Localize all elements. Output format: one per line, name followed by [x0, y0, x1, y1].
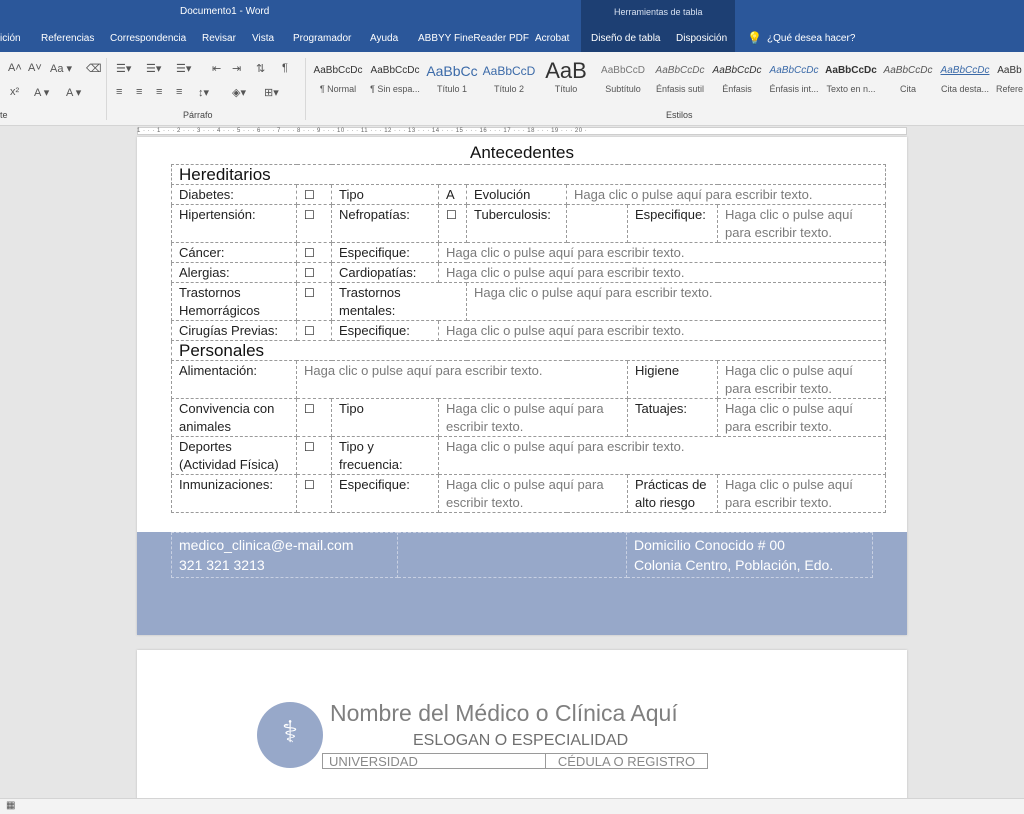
numbering-icon[interactable]: ☰▾: [146, 63, 162, 75]
table-row: [172, 475, 886, 513]
label-line: alto riesgo: [635, 495, 695, 510]
table-row: [172, 321, 886, 341]
cirugias-field[interactable]: Haga clic o pulse aquí para escribir texto.: [439, 321, 886, 341]
alimentacion-label: Alimentación:: [172, 361, 297, 399]
sort-icon[interactable]: ⇅: [256, 63, 266, 75]
nefropatias-checkbox[interactable]: ☐: [439, 205, 467, 243]
hipertension-label: Hipertensión:: [172, 205, 297, 243]
tab-edicion[interactable]: ición: [0, 33, 21, 44]
style-preview: AaBbCcD: [482, 64, 536, 78]
cirugias-label: Cirugías Previas:: [172, 321, 297, 341]
style-name: Cita desta...: [940, 84, 990, 94]
style-name: Refere: [995, 84, 1023, 94]
ribbon-separator: [106, 58, 107, 120]
table-tools-context: [581, 0, 735, 26]
cardiopatias-field[interactable]: Haga clic o pulse aquí para escribir texto.: [439, 263, 886, 283]
table-row: [172, 341, 886, 361]
hipertension-checkbox[interactable]: ☐: [297, 205, 332, 243]
table-row: [172, 437, 886, 475]
tipo-frecuencia-label: [332, 437, 439, 475]
style-preview: AaBbCcDc: [313, 65, 363, 76]
practicas-label: [628, 475, 718, 513]
style-cita[interactable]: [881, 58, 935, 104]
alergias-label: Alergias:: [172, 263, 297, 283]
change-case-button[interactable]: Aa ▾: [50, 63, 73, 75]
diabetes-checkbox[interactable]: ☐: [297, 185, 332, 205]
align-center-icon[interactable]: ≡: [136, 86, 143, 98]
bullets-icon[interactable]: ☰▾: [116, 63, 132, 75]
status-bar: [0, 798, 1024, 814]
style-preview: AaBbCc: [426, 63, 478, 79]
table-row: [172, 185, 886, 205]
style-titulo-1[interactable]: [425, 58, 479, 104]
tatuajes-field[interactable]: [718, 399, 886, 437]
trastornos-checkbox[interactable]: ☐: [297, 283, 332, 321]
footer-address-line2: Colonia Centro, Población, Edo.: [634, 557, 834, 573]
style-referencia[interactable]: [995, 58, 1024, 104]
trastornos-mentales-label: Trastornos mentales:: [332, 283, 467, 321]
higiene-field[interactable]: [718, 361, 886, 399]
tab-revisar[interactable]: Revisar: [202, 33, 236, 44]
placeholder-line: Haga clic o pulse aquí: [725, 207, 853, 222]
practicas-field[interactable]: [718, 475, 886, 513]
universidad-field[interactable]: UNIVERSIDAD: [322, 753, 546, 769]
styles-group-label: Estilos: [666, 110, 693, 120]
cancer-label: Cáncer:: [172, 243, 297, 263]
placeholder-line: escribir texto.: [446, 419, 524, 434]
layout-icon[interactable]: ▦: [6, 800, 16, 811]
style-enfasis-sutil[interactable]: [653, 58, 707, 104]
convivencia-label: [172, 399, 297, 437]
window-title: Documento1 - Word: [180, 6, 270, 17]
style-preview: AaBbCcDc: [712, 65, 762, 76]
footer-address[interactable]: [627, 533, 873, 578]
placeholder-line: para escribir texto.: [725, 381, 832, 396]
inmunizaciones-label: Inmunizaciones:: [172, 475, 297, 513]
footer-contact[interactable]: [172, 533, 398, 578]
style-titulo-2[interactable]: [482, 58, 536, 104]
style-enfasis-intenso[interactable]: [767, 58, 821, 104]
style-name: Título: [554, 84, 578, 94]
inmunizaciones-field[interactable]: [439, 475, 628, 513]
trastornos-mentales-field[interactable]: Haga clic o pulse aquí para escribir texto.: [467, 283, 886, 321]
font-group-label: te: [0, 110, 8, 120]
justify-icon[interactable]: ≡: [176, 86, 183, 98]
text-effects-button[interactable]: A ▾: [34, 87, 50, 99]
align-left-icon[interactable]: ≡: [116, 86, 123, 98]
style-preview: AaBb: [997, 65, 1022, 76]
document-page[interactable]: [137, 137, 907, 635]
style-name: Énfasis sutil: [655, 84, 705, 94]
especifique-field[interactable]: [718, 205, 886, 243]
table-row: [172, 263, 886, 283]
clear-format-icon[interactable]: ⌫: [86, 63, 102, 75]
ruler-numbers: 1 · · · 1 · · · 2 · · · 3 · · · 4 · · · 5 · · · 6 · · · 7 · · · 8 · · · 9 · · · 10 · · · 11 · · · 12 · · · 13 · · · 14 · · · 15 · · · 16 · · · 17 · · · 18 · · · 19 · · · 20 ·: [137, 128, 588, 134]
especifique-label: Especifique:: [332, 243, 439, 263]
higiene-label: Higiene: [628, 361, 718, 399]
especifique-label: Especifique:: [332, 321, 439, 341]
convivencia-checkbox[interactable]: ☐: [297, 399, 332, 437]
style-preview: AaBbCcDc: [370, 65, 420, 76]
style-sin-espaciado[interactable]: [368, 58, 422, 104]
slogan: ESLOGAN O ESPECIALIDAD: [413, 732, 629, 749]
table-tools-label: Herramientas de tabla: [614, 7, 703, 17]
style-cita-destacada[interactable]: [938, 58, 992, 104]
trastornos-label: [172, 283, 297, 321]
style-name: Énfasis int...: [769, 84, 819, 94]
table-row: [172, 361, 886, 399]
paragraph-group-label: Párrafo: [183, 110, 213, 120]
tab-referencias[interactable]: Referencias: [41, 33, 95, 44]
nefropatias-label: Nefropatías:: [332, 205, 439, 243]
especifique-label: Especifique:: [628, 205, 718, 243]
tipo-label: Tipo: [332, 399, 439, 437]
evolucion-field[interactable]: Haga clic o pulse aquí para escribir texto.: [567, 185, 886, 205]
style-preview: AaBbCcD: [601, 65, 645, 76]
label-line: Convivencia con: [179, 401, 275, 416]
placeholder-line: Haga clic o pulse aquí para: [446, 477, 604, 492]
tab-ayuda[interactable]: Ayuda: [370, 33, 399, 44]
style-preview: AaBbCcDc: [825, 65, 877, 76]
superscript-button[interactable]: x²: [10, 86, 20, 98]
table-row: [172, 165, 886, 185]
diabetes-label: Diabetes:: [172, 185, 297, 205]
placeholder-line: para escribir texto.: [725, 419, 832, 434]
label-line: Prácticas de: [635, 477, 707, 492]
footer-contact-table: [171, 532, 873, 578]
style-name: Texto en n...: [826, 84, 876, 94]
shrink-font-button[interactable]: A˅: [28, 62, 42, 74]
tab-correspondencia[interactable]: Correspondencia: [110, 33, 187, 44]
table-row: [172, 533, 873, 578]
table-row: [172, 205, 886, 243]
label-line: Deportes: [179, 439, 232, 454]
style-name: ¶ Sin espa...: [370, 84, 420, 94]
personales-title: Personales: [172, 341, 886, 361]
show-marks-icon[interactable]: ¶: [282, 62, 288, 74]
tab-diseno-tabla[interactable]: Diseño de tabla: [591, 33, 661, 44]
style-enfasis[interactable]: [710, 58, 764, 104]
style-preview: AaB: [545, 58, 587, 83]
tipo-label: Tipo: [332, 185, 439, 205]
hereditarios-title: Hereditarios: [172, 165, 886, 185]
tab-programador[interactable]: Programador: [293, 33, 352, 44]
antecedentes-table: [171, 164, 886, 513]
align-right-icon[interactable]: ≡: [156, 86, 163, 98]
convivencia-tipo-field[interactable]: [439, 399, 628, 437]
doctor-name: Nombre del Médico o Clínica Aquí: [330, 700, 678, 726]
placeholder-line: Haga clic o pulse aquí: [725, 401, 853, 416]
style-preview: AaBbCcDc: [655, 65, 705, 76]
medical-logo: [257, 702, 323, 768]
placeholder-line: Haga clic o pulse aquí: [725, 363, 853, 378]
borders-icon[interactable]: ⊞▾: [264, 87, 279, 99]
ribbon: [0, 52, 1024, 126]
label-line: Hemorrágicos: [179, 303, 260, 318]
tab-abbyy[interactable]: ABBYY FineReader PDF: [418, 33, 529, 44]
style-preview: AaBbCcDc: [883, 65, 933, 76]
style-name: Título 2: [493, 84, 524, 94]
tatuajes-label: Tatuajes:: [628, 399, 718, 437]
tuberculosis-label: Tuberculosis:: [467, 205, 567, 243]
label-line: (Actividad Física): [179, 457, 279, 472]
title-bar: [0, 0, 1024, 26]
alimentacion-field[interactable]: Haga clic o pulse aquí para escribir texto.: [297, 361, 628, 399]
shading-icon[interactable]: ◈▾: [232, 87, 246, 99]
decrease-indent-icon[interactable]: ⇤: [212, 63, 222, 75]
table-row: [172, 283, 886, 321]
grow-font-button[interactable]: A˄: [8, 62, 22, 74]
label-line: Tipo y: [339, 439, 374, 454]
section-heading: Antecedentes: [470, 143, 574, 162]
style-titulo[interactable]: [539, 58, 593, 104]
style-texto-negrita[interactable]: [824, 58, 878, 104]
footer-phone: 321 321 3213: [179, 557, 265, 573]
tab-disposicion[interactable]: Disposición: [676, 33, 728, 44]
tuberculosis-cell[interactable]: [567, 205, 628, 243]
deportes-label: [172, 437, 297, 475]
style-subtitulo[interactable]: [596, 58, 650, 104]
placeholder-line: para escribir texto.: [725, 495, 832, 510]
table-row: [172, 243, 886, 263]
label-line: animales: [179, 419, 232, 434]
line-spacing-icon[interactable]: ↕▾: [198, 87, 210, 99]
table-row: [172, 399, 886, 437]
style-name: ¶ Normal: [319, 84, 357, 94]
deportes-field[interactable]: Haga clic o pulse aquí para escribir texto.: [439, 437, 886, 475]
style-name: Énfasis: [722, 84, 752, 94]
tab-vista[interactable]: Vista: [252, 33, 275, 44]
document-page-2[interactable]: [137, 650, 907, 813]
caduceus-icon: ⚕: [281, 716, 299, 749]
deportes-checkbox[interactable]: ☐: [297, 437, 332, 475]
style-normal[interactable]: [311, 58, 365, 104]
style-name: Subtítulo: [605, 84, 641, 94]
tab-acrobat[interactable]: Acrobat: [535, 33, 570, 44]
cirugias-checkbox[interactable]: ☐: [297, 321, 332, 341]
footer-address-line1: Domicilio Conocido # 00: [634, 537, 785, 553]
placeholder-line: para escribir texto.: [725, 225, 832, 240]
cedula-field[interactable]: CÉDULA O REGISTRO: [546, 753, 708, 769]
evolucion-label: Evolución: [467, 185, 567, 205]
alergias-checkbox[interactable]: ☐: [297, 263, 332, 283]
font-color-button[interactable]: A ▾: [66, 87, 82, 99]
tipo-value[interactable]: A: [439, 185, 467, 205]
footer-empty-cell[interactable]: [398, 533, 627, 578]
horizontal-ruler[interactable]: [137, 126, 907, 136]
placeholder-line: escribir texto.: [446, 495, 524, 510]
style-preview: AaBbCcDc: [769, 65, 819, 76]
cancer-field[interactable]: Haga clic o pulse aquí para escribir texto.: [439, 243, 886, 263]
ribbon-tabs: [0, 26, 1024, 52]
style-preview: AaBbCcDc: [940, 65, 990, 76]
increase-indent-icon[interactable]: ⇥: [232, 63, 242, 75]
lightbulb-icon: 💡: [747, 31, 762, 45]
placeholder-line: Haga clic o pulse aquí: [725, 477, 853, 492]
footer-email: medico_clinica@e-mail.com: [179, 537, 354, 553]
cardiopatias-label: Cardiopatías:: [332, 263, 439, 283]
multilevel-list-icon[interactable]: ☰▾: [176, 63, 192, 75]
style-name: Título 1: [436, 84, 467, 94]
style-name: Cita: [899, 84, 916, 94]
especifique-label: Especifique:: [332, 475, 439, 513]
label-line: frecuencia:: [339, 457, 403, 472]
tell-me-search[interactable]: ¿Qué desea hacer?: [767, 33, 856, 44]
ribbon-separator: [305, 58, 306, 120]
inmunizaciones-checkbox[interactable]: ☐: [297, 475, 332, 513]
placeholder-line: Haga clic o pulse aquí para: [446, 401, 604, 416]
cancer-checkbox[interactable]: ☐: [297, 243, 332, 263]
styles-gallery: [311, 58, 1024, 104]
label-line: Trastornos: [179, 285, 241, 300]
